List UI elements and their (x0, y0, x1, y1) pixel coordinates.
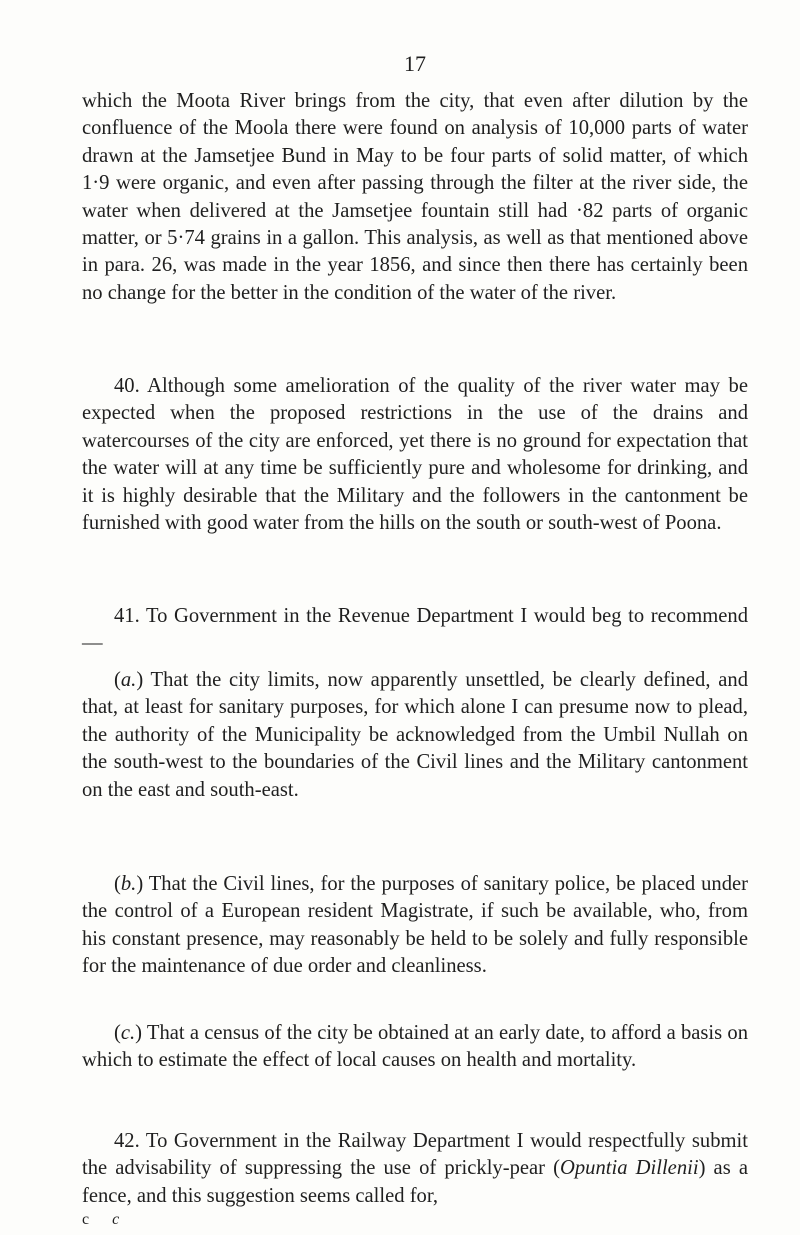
item-text-a: That the city limits, now apparently unsettled, be clearly defined, and that, at least for sanitary purposes, for which alone I can presume now to plead, the authority of the Municipality be acknowledged from the Umbil Nullah on the south-west to the boundaries of the Civil lines and the Military cantonment on the east and south-east. (82, 669, 748, 801)
item-marker-b: (b.) (114, 873, 144, 895)
species-name: Opuntia Dillenii (560, 1157, 699, 1180)
item-text-c: That a census of the city be obtained at an early date, to afford a basis on which to estimate the effect of local causes on health and mortality. (82, 1022, 748, 1072)
paragraph-41-c (82, 1020, 748, 1075)
paragraph-41-b (82, 871, 748, 981)
item-marker-c: (c.) (114, 1022, 143, 1044)
paragraph-continuation: which the Moota River brings from the city, that even after dilution by the confluence of the Moola there were found on analysis of 10,000 parts of water drawn at the Jamsetjee Bund in May to be four parts of solid matter, of which 1·9 were organic, and even after passing through the filter at the river side, the water when delivered at the Jamsetjee fountain still had ·82 parts of organic matter, or 5·74 grains in a gallon. This analysis, as well as that mentioned above in para. 26, was made in the year 1856, and since then there has certainly been no change for the better in the condition of the water of the river. (82, 90, 748, 304)
item-text-b: That the Civil lines, for the purposes of sanitary police, be placed under the control of a European resident Magistrate, if such be available, who, from his constant presence, may reasonably be held to be solely and fully responsible for the maintenance of due order and cleanliness. (82, 873, 748, 978)
paragraph-42 (82, 1128, 748, 1210)
paragraph-40: 40. Although some amelioration of the quality of the river water may be expected when the proposed restrictions in the use of the drains and watercourses of the city are enforced, yet there is no ground for expectation that the water will at any time be sufficiently pure and wholesome for drinking, and it is highly desirable that the Military and the followers in the cantonment be furnished with good water from the hills on the south or south-west of Poona. (82, 375, 748, 535)
page-number: 17 (404, 51, 426, 76)
signature-letter-a: c (82, 1211, 91, 1228)
item-marker-a: (a.) (114, 669, 144, 691)
paragraph-42-end: ) as a fence, and this suggestion seems called for, (82, 1157, 748, 1207)
signature-letter-b: c (112, 1211, 121, 1228)
paragraph-41-a (82, 667, 748, 804)
paragraph-42-start: 42. To Government in the Railway Department I would respectfully submit the advisability of suppressing the use of prickly-pear ( (82, 1130, 748, 1180)
paragraph-41: 41. To Government in the Revenue Department I would beg to recommend— (82, 605, 748, 655)
signature-mark (82, 1211, 120, 1229)
